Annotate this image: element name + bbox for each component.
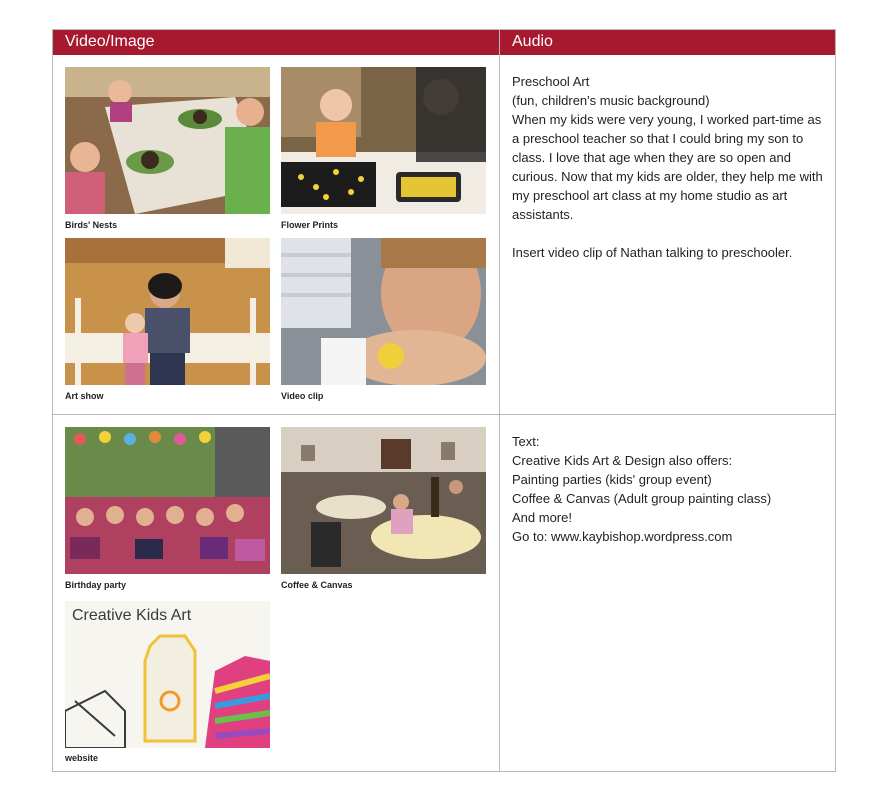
column-divider (499, 30, 500, 771)
caption-birthday-party: Birthday party (65, 580, 127, 590)
video-clip-photo (281, 238, 486, 385)
website-image (65, 601, 270, 748)
birthday-party-photo (65, 427, 270, 574)
text-line: Creative Kids Art & Design also offers: (512, 453, 733, 468)
caption-video-clip: Video clip (281, 391, 324, 401)
row-divider (53, 414, 835, 415)
caption-flower-prints: Flower Prints (281, 220, 339, 230)
website-logo-text: Creative Kids Art (72, 607, 192, 624)
birds-nests-photo (65, 67, 270, 214)
coffee-canvas-photo (281, 427, 486, 574)
website-url: Go to: www.kaybishop.wordpress.com (512, 529, 733, 544)
audio-note: (fun, children's music background) (512, 93, 710, 108)
caption-birds-nests: Birds' Nests (65, 220, 118, 230)
audio-cell-text (512, 432, 828, 546)
storyboard-table (52, 29, 836, 772)
text-line: Painting parties (kids' group event) (512, 472, 712, 487)
audio-insert-note: Insert video clip of Nathan talking to preschooler. (512, 245, 793, 260)
text-line: And more! (512, 510, 572, 525)
audio-title: Preschool Art (512, 74, 590, 89)
art-show-photo (65, 238, 270, 385)
table-header (53, 30, 835, 55)
audio-paragraph: When my kids were very young, I worked part-time as a preschool teacher so that I could bring my son to class. I love that age when they are so open and curious. Now that my kids are older, they help me with my preschool art class at my home studio as art assistants. (512, 112, 823, 222)
audio-cell-preschool (512, 72, 828, 262)
caption-website: website (65, 753, 99, 763)
header-audio: Audio (512, 33, 553, 50)
text-line: Coffee & Canvas (Adult group painting class) (512, 491, 772, 506)
caption-coffee-canvas: Coffee & Canvas (281, 580, 353, 590)
text-line: Text: (512, 434, 540, 449)
caption-art-show: Art show (65, 391, 104, 401)
flower-prints-photo (281, 67, 486, 214)
header-video-image: Video/Image (65, 33, 155, 50)
